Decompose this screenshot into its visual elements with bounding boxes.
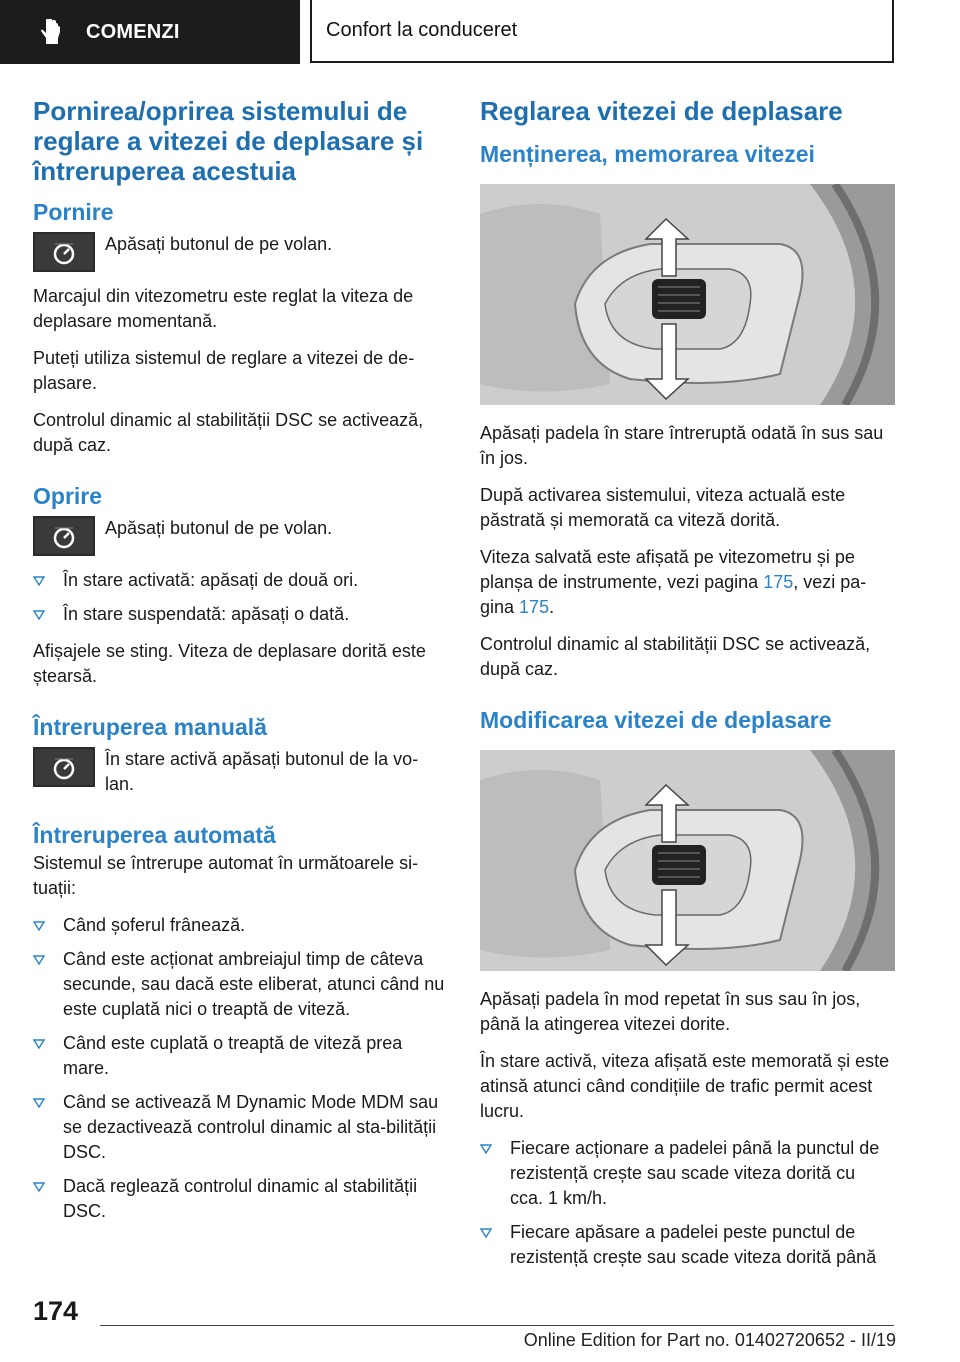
paragraph: Marcajul din vitezometru este reglat la viteza de deplasare momentană. — [33, 286, 414, 331]
paragraph: Puteți utiliza sistemul de reglare a vitezei de de-plasare. — [33, 348, 415, 393]
list-item: Când șoferul frânează. — [33, 913, 445, 938]
list-item: În stare suspendată: apăsați o dată. — [33, 602, 445, 627]
oprire-heading: Oprire — [33, 483, 103, 509]
section-label: COMENZI — [86, 20, 180, 43]
steering-wheel-paddle-photo — [480, 184, 895, 405]
list-item: Fiecare acționare a padelei până la punctul de rezistență crește sau scade viteza dorită cu cca. 1 km/h. — [480, 1136, 892, 1211]
page-link[interactable]: 175 — [519, 597, 550, 617]
pornire-heading: Pornire — [33, 199, 114, 225]
bullet-triangle-icon — [33, 610, 45, 620]
list-item: Când se activează M Dynamic Mode MDM sau se dezactivează controlul dinamic al sta-bilității DSC. — [33, 1090, 445, 1165]
right-title: Reglarea vitezei de deplasare — [480, 96, 843, 126]
paragraph: Sistemul se întrerupe automat în următoarele si-tuații: — [33, 853, 419, 898]
paragraph: Viteza salvată este afișată pe vitezometru și pe planșa de instrumente, vezi pagina 175, vezi pa-gina 175. — [480, 547, 867, 617]
section-tab — [0, 0, 300, 64]
chapter-title: Confort la conduceret — [326, 19, 518, 41]
paragraph: Afișajele se sting. Viteza de deplasare dorită este ștearsă. — [33, 641, 426, 686]
chapter-tab — [310, 0, 894, 63]
bullet-triangle-icon — [33, 1182, 45, 1192]
manual-button-text: În stare activă apăsați butonul de la vo-lan. — [105, 749, 419, 794]
bullet-triangle-icon — [33, 921, 45, 931]
cruise-control-button-icon — [33, 516, 95, 556]
edition-text: Online Edition for Part no. 01402720652 - II/19 — [523, 1330, 896, 1350]
manual-button-row — [33, 747, 445, 797]
automat-heading: Întreruperea automată — [33, 822, 276, 848]
left-column — [33, 96, 445, 1236]
left-title: Pornirea/oprirea sistemului de reglare a vitezei de deplasare și întreruperea acestuia — [33, 96, 424, 186]
modificare-list — [480, 1136, 892, 1270]
automat-list — [33, 913, 445, 1224]
bullet-triangle-icon — [33, 576, 45, 586]
bullet-triangle-icon — [480, 1228, 492, 1238]
paragraph: Apăsați padela în stare întreruptă odată în sus sau în jos. — [480, 423, 884, 468]
list-item: În stare activată: apăsați de două ori. — [33, 568, 445, 593]
paragraph: Apăsați padela în mod repetat în sus sau în jos, până la atingerea vitezei dorite. — [480, 989, 861, 1034]
cruise-control-button-icon — [33, 232, 95, 272]
hand-pointer-icon — [40, 19, 80, 45]
oprire-button-text: Apăsați butonul de pe volan. — [105, 518, 333, 538]
paragraph: Controlul dinamic al stabilității DSC se activează, după caz. — [33, 410, 424, 455]
oprire-button-row — [33, 516, 445, 556]
bullet-triangle-icon — [33, 1039, 45, 1049]
paragraph: În stare activă, viteza afișată este memorată și este atinsă atunci când condițiile de trafic permit acest lucru. — [480, 1051, 890, 1121]
manual-heading: Întreruperea manuală — [33, 714, 267, 740]
cruise-control-button-icon — [33, 747, 95, 787]
mentinere-heading: Menținerea, memorarea vitezei — [480, 141, 815, 167]
oprire-list — [33, 568, 445, 627]
footer-rule — [100, 1325, 894, 1326]
paragraph: După activarea sistemului, viteza actuală este păstrată și memorată ca viteză dorită. — [480, 485, 846, 530]
pornire-button-row — [33, 232, 445, 272]
list-item: Când este acționat ambreiajul timp de câteva secunde, sau dacă este eliberat, atunci când nu este cuplată nici o treaptă de viteză. — [33, 947, 445, 1022]
list-item: Fiecare apăsare a padelei peste punctul de rezistență crește sau scade viteza dorită până — [480, 1220, 892, 1270]
list-item: Când este cuplată o treaptă de viteză prea mare. — [33, 1031, 445, 1081]
page-number: 174 — [33, 1296, 79, 1326]
steering-wheel-paddle-photo — [480, 750, 895, 971]
page-link[interactable]: 175 — [763, 572, 794, 592]
pornire-button-text: Apăsați butonul de pe volan. — [105, 234, 333, 254]
paragraph: Controlul dinamic al stabilității DSC se activează, după caz. — [480, 634, 871, 679]
right-column — [480, 96, 892, 1282]
bullet-triangle-icon — [480, 1144, 492, 1154]
bullet-triangle-icon — [33, 1098, 45, 1108]
list-item: Dacă reglează controlul dinamic al stabilității DSC. — [33, 1174, 445, 1224]
bullet-triangle-icon — [33, 955, 45, 965]
modificare-heading: Modificarea vitezei de deplasare — [480, 707, 832, 733]
